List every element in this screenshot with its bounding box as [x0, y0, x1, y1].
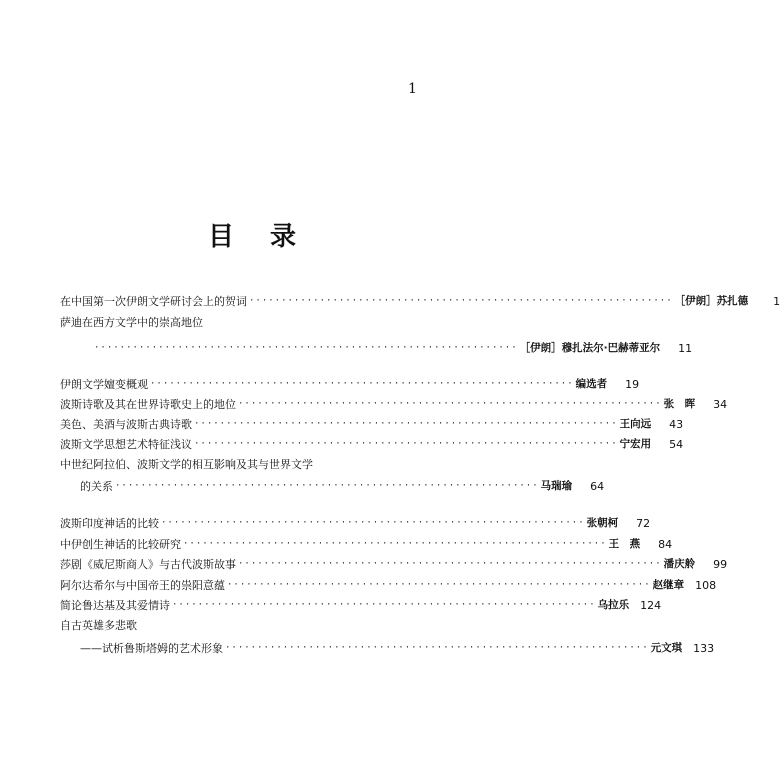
entry-author: 乌拉乐	[597, 599, 630, 611]
dot-leader: ··································································	[227, 580, 651, 590]
entry-title: 简论鲁达基及其爱情诗	[60, 599, 170, 612]
entry-title: 伊朗文学嬗变概观	[60, 378, 148, 391]
entry-title: 波斯诗歌及其在世界诗歌史上的地位	[60, 398, 236, 411]
entry-page: 54	[669, 438, 684, 451]
toc-title-char-1: 目	[207, 222, 234, 252]
entry-page: 84	[658, 538, 673, 551]
toc-entry	[60, 556, 728, 573]
dot-leader: ··································································	[161, 518, 585, 528]
entry-author: 元文琪	[650, 642, 683, 654]
dot-leader: ··································································	[115, 481, 539, 491]
entry-page: 1	[773, 295, 780, 308]
entry-author: 张 晖	[663, 398, 696, 410]
toc-entry	[80, 478, 605, 495]
entry-page: 43	[669, 418, 684, 431]
entry-author: ［伊朗］苏扎德	[674, 295, 749, 307]
entry-author: 潘庆舲	[663, 558, 696, 570]
entry-title: 美色、美酒与波斯古典诗歌	[60, 418, 192, 431]
entry-author: 王 燕	[608, 538, 641, 550]
toc-entry	[60, 293, 780, 310]
entry-title: 波斯文学思想艺术特征浅议	[60, 438, 192, 451]
entry-page: 11	[678, 342, 693, 355]
entry-page: 72	[636, 517, 651, 530]
entry-title: 在中国第一次伊朗文学研讨会上的贺词	[60, 295, 247, 308]
entry-page: 34	[713, 398, 728, 411]
toc-entry	[60, 376, 640, 393]
toc-entry	[60, 536, 673, 553]
toc-entry	[60, 396, 728, 413]
dot-leader: ··································································	[183, 539, 607, 549]
entry-page: 133	[693, 642, 715, 655]
entry-title: 的关系	[80, 480, 113, 493]
entry-title: 中世纪阿拉伯、波斯文学的相互影响及其与世界文学	[60, 458, 313, 471]
toc-entry	[60, 314, 438, 331]
entry-page: 108	[695, 579, 717, 592]
entry-page: 64	[590, 480, 605, 493]
dot-leader: ··································································	[238, 399, 662, 409]
page-number: 1	[408, 81, 417, 97]
entry-author: 张朝柯	[586, 517, 619, 529]
entry-author: 赵继章	[652, 579, 685, 591]
entry-title: 中伊创生神话的比较研究	[60, 538, 181, 551]
dot-leader: ··································································	[249, 296, 673, 306]
toc-title-char-2: 录	[270, 222, 297, 252]
dot-leader: ··································································	[172, 600, 596, 610]
entry-title: ——试析鲁斯塔姆的艺术形象	[80, 642, 223, 655]
entry-page: 124	[640, 599, 662, 612]
entry-author: 宁宏用	[619, 438, 652, 450]
entry-title: 波斯印度神话的比较	[60, 517, 159, 530]
entry-title: 自古英雄多悲歌	[60, 619, 137, 632]
dot-leader: ··································································	[194, 439, 618, 449]
entry-page: 19	[625, 378, 640, 391]
toc-entry	[80, 640, 715, 657]
toc-entry	[60, 597, 662, 614]
entry-title: 阿尔达希尔与中国帝王的祟阳意蕴	[60, 579, 225, 592]
dot-leader: ··································································	[238, 559, 662, 569]
entry-page: 99	[713, 558, 728, 571]
dot-leader: ··································································	[194, 419, 618, 429]
entry-title: 萨迪在西方文学中的崇高地位	[60, 316, 203, 329]
entry-author: 编选者	[575, 378, 608, 390]
entry-author: ［伊朗］穆扎法尔·巴赫蒂亚尔	[519, 342, 661, 354]
toc-entry	[60, 416, 684, 433]
entry-title: 莎剧《威尼斯商人》与古代波斯故事	[60, 558, 236, 571]
toc-entry	[60, 617, 438, 634]
dot-leader: ··································································	[150, 379, 574, 389]
entry-author: 马瑞瑜	[540, 480, 573, 492]
toc-entry	[92, 340, 693, 357]
toc-entry	[60, 456, 438, 473]
toc-entry	[60, 577, 717, 594]
entry-author: 王向远	[619, 418, 652, 430]
dot-leader: ··································································	[225, 643, 649, 653]
dot-leader: ··································································	[94, 343, 518, 353]
toc-entry	[60, 436, 684, 453]
toc-entry	[60, 515, 651, 532]
